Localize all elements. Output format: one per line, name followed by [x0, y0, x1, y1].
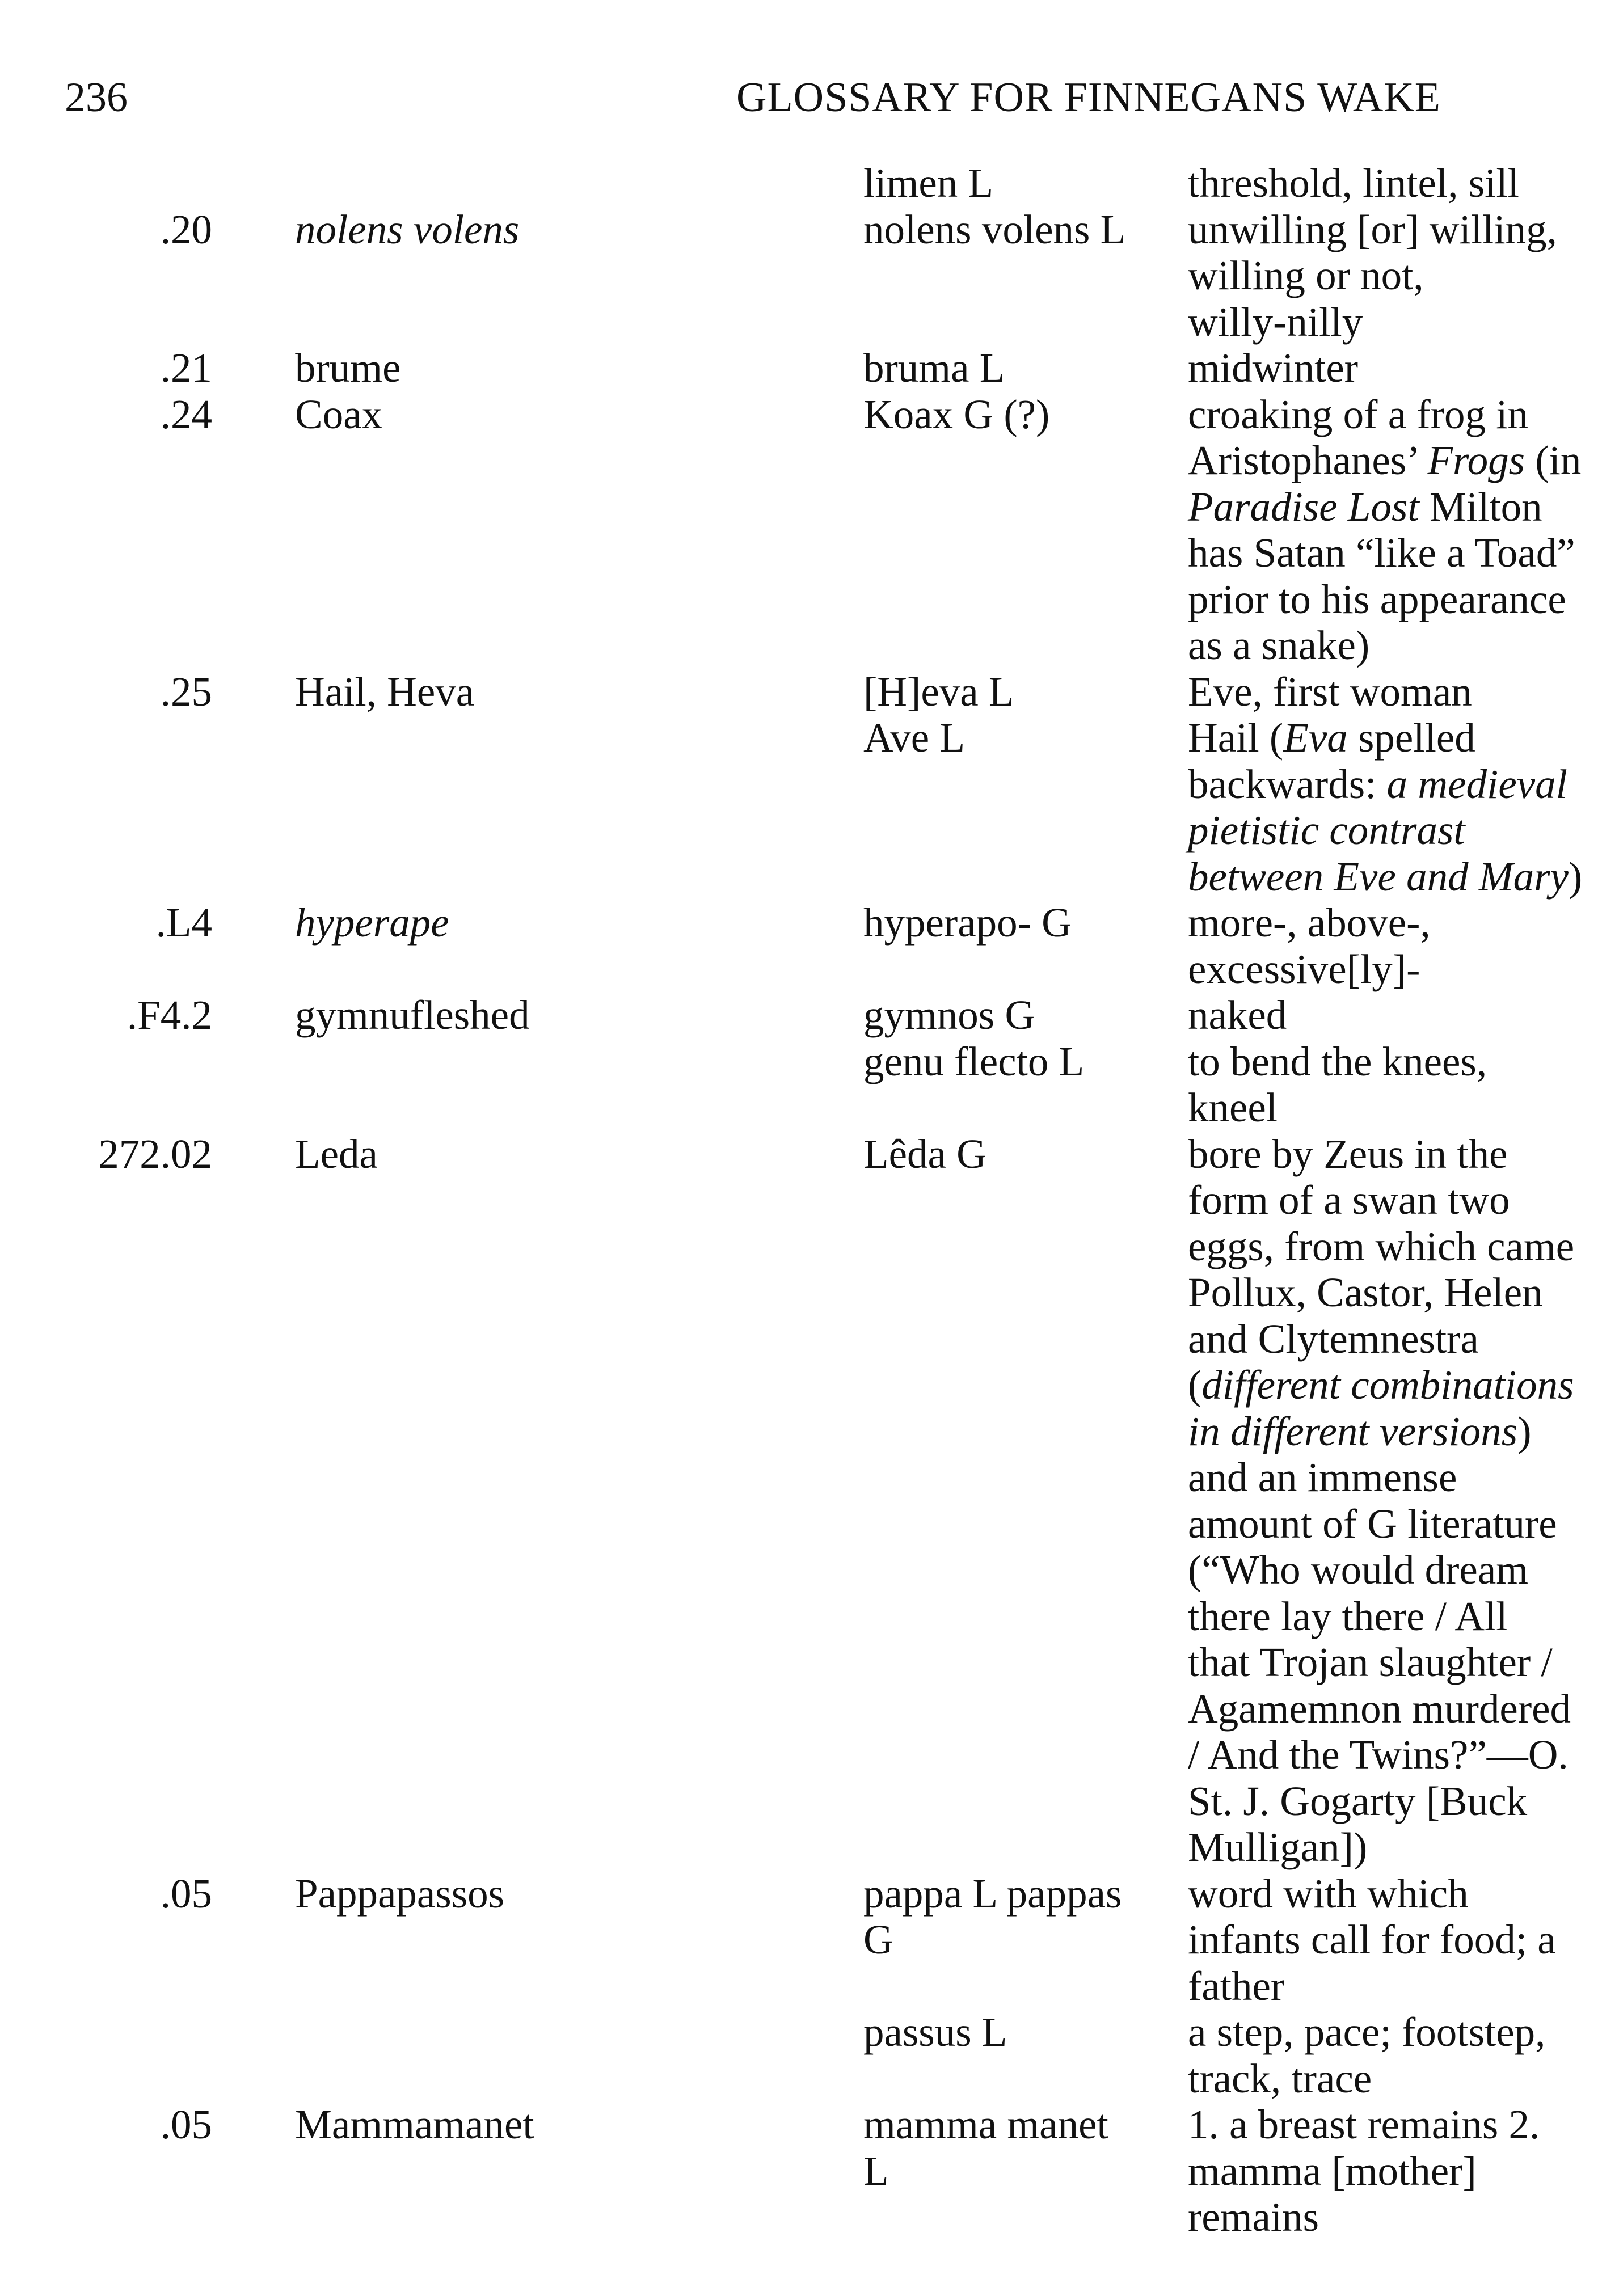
source-term: limen L	[863, 160, 994, 206]
glossary-entry	[0, 160, 1561, 206]
glossary-row	[0, 345, 1561, 391]
source-term: gymnos G	[863, 992, 1035, 1038]
wake-word: gymnufleshed	[295, 992, 530, 1038]
gloss-definition: Hail (Eva spelled backwards: a medieval pietistic contrast between Eve and Mary)	[1188, 715, 1583, 900]
gloss-definition: 1. a breast remains 2. mamma [mother] remains	[1188, 2101, 1540, 2240]
glossary-entry	[0, 2101, 1561, 2240]
gloss-definition: to bend the knees, kneel	[1188, 1038, 1487, 1130]
glossary-entry	[0, 900, 1561, 992]
gloss-definition: Eve, first woman	[1188, 668, 1472, 715]
gloss-definition: threshold, lintel, sill	[1188, 160, 1519, 206]
glossary-entry	[0, 345, 1561, 391]
source-term: passus L	[863, 2009, 1007, 2055]
source-term: Koax G (?)	[863, 391, 1050, 437]
glossary-entry	[0, 206, 1561, 345]
wake-word: Pappapassos	[295, 1870, 505, 1917]
gloss-definition: more-, above-, excessive[ly]-	[1188, 900, 1431, 992]
glossary-entry	[0, 668, 1583, 900]
wake-word: brume	[295, 345, 401, 391]
source-term: pappa L pappas G	[863, 1870, 1122, 1962]
source-term: Lêda G	[863, 1130, 986, 1177]
line-reference: .25	[160, 668, 212, 715]
gloss-definition: croaking of a frog in Aristophanes’ Frogs (in Paradise Lost Milton has Satan “like a Toad” prior to his appearance as a snake)	[1188, 391, 1582, 668]
glossary-row	[0, 1039, 1561, 1131]
line-reference: 272.02	[98, 1130, 212, 1177]
wake-word: Hail, Heva	[295, 668, 475, 715]
source-term: bruma L	[863, 345, 1005, 391]
glossary-row	[0, 715, 1583, 900]
glossary-row	[0, 669, 1561, 715]
glossary-row	[0, 1130, 1575, 1871]
gloss-definition: midwinter	[1188, 345, 1359, 391]
line-reference: .05	[160, 1870, 212, 1917]
line-reference: .05	[160, 2101, 212, 2147]
line-reference: .24	[160, 391, 212, 437]
glossary-entry	[0, 1871, 1561, 2102]
gloss-definition: bore by Zeus in the form of a swan two eggs, from which came Pollux, Castor, Helen and Clytemnestra (different combinations in different versions) and an immense amount of G literature (“Who would dream there lay there / All that Trojan slaughter / Agamemnon murdered / And the Twins?”—O. St. J. Gogarty [Buck Mulligan])	[1188, 1130, 1575, 1870]
glossary-row	[0, 160, 1561, 206]
glossary-row	[0, 2101, 1561, 2240]
source-term: nolens volens L	[863, 206, 1126, 252]
glossary-row	[0, 2009, 1561, 2101]
glossary-entries	[0, 160, 1583, 2240]
gloss-definition: unwilling [or] willing, willing or not, willy-nilly	[1188, 206, 1557, 345]
glossary-row	[0, 992, 1561, 1039]
line-reference: .20	[160, 206, 212, 252]
wake-word: hyperape	[295, 900, 449, 946]
gloss-definition: naked	[1188, 992, 1287, 1038]
line-reference: .21	[160, 345, 212, 391]
glossary-row	[0, 391, 1582, 669]
wake-word: Coax	[295, 391, 383, 437]
source-term: Ave L	[863, 715, 966, 761]
glossary-entry	[0, 391, 1582, 669]
source-term: hyperapo- G	[863, 900, 1072, 946]
glossary-row	[0, 206, 1561, 345]
wake-word: nolens volens	[295, 206, 520, 252]
wake-word: Leda	[295, 1130, 378, 1177]
line-reference: .F4.2	[127, 992, 212, 1038]
gloss-definition: a step, pace; footstep, track, trace	[1188, 2009, 1546, 2101]
line-reference: .L4	[155, 900, 212, 946]
page-number: 236	[65, 74, 128, 121]
glossary-row	[0, 900, 1561, 992]
glossary-entry	[0, 992, 1561, 1131]
glossary-row	[0, 1871, 1561, 2010]
running-head: GLOSSARY FOR FINNEGANS WAKE	[736, 74, 1441, 121]
wake-word: Mammamanet	[295, 2101, 534, 2147]
source-term: genu flecto L	[863, 1038, 1085, 1084]
source-term: [H]eva L	[863, 668, 1014, 715]
source-term: mamma manet L	[863, 2101, 1108, 2194]
glossary-entry	[0, 1130, 1575, 1871]
gloss-definition: word with which infants call for food; a father	[1188, 1870, 1556, 2009]
